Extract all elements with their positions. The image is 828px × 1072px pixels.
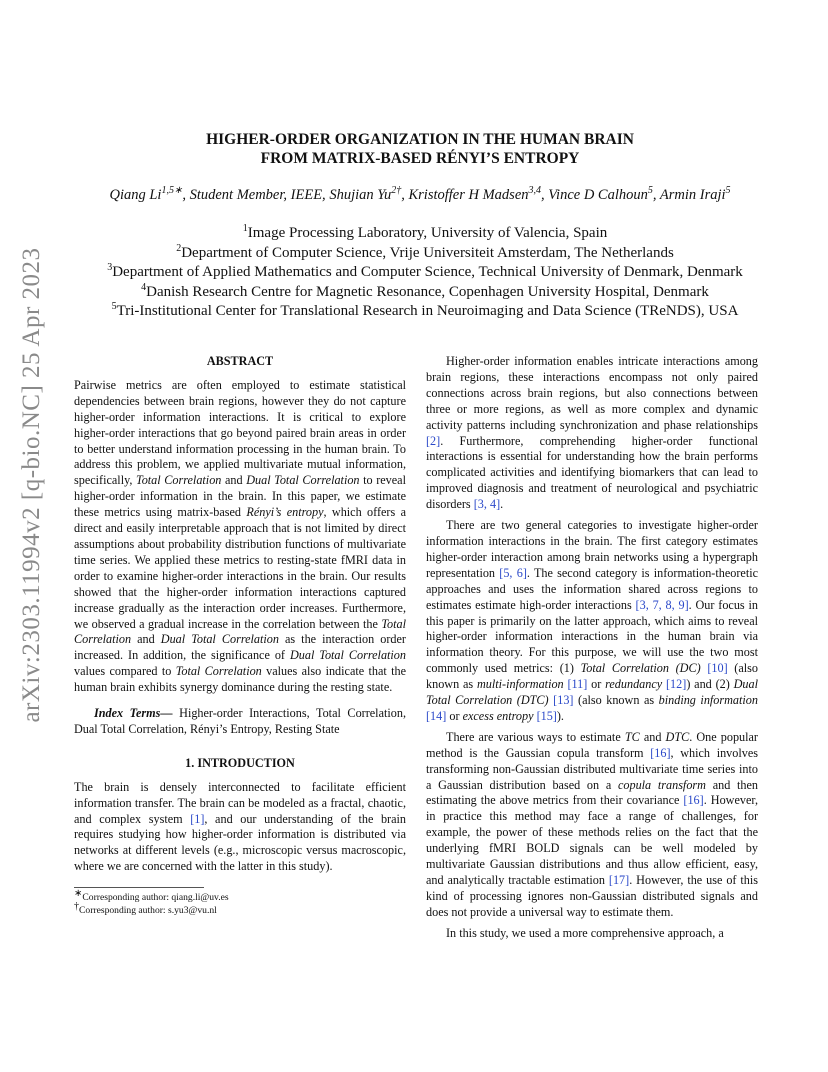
emphasis-text: multi-information [476, 677, 564, 692]
affiliation-text: Department of Computer Science, Vrije Universiteit Amsterdam, The Netherlands [181, 244, 674, 261]
affiliation-sup: 2 [176, 242, 182, 254]
title-line-1: HIGHER-ORDER ORGANIZATION IN THE HUMAN BRAIN [206, 131, 634, 148]
text-run: There are two general categories to investigate higher-order information interactions in the brain. The first category estimates higher-order interaction among brain networks using a hypergraph representation [426, 518, 758, 580]
footnote-text: Corresponding author: s.yu3@vu.nl [79, 904, 217, 916]
emphasis-text: Total Correlation (DC) [580, 661, 701, 676]
abstract-body [74, 378, 406, 696]
citation-link[interactable]: [16] [650, 745, 671, 760]
citation-link[interactable]: [12] [666, 677, 687, 692]
text-run: Pairwise metrics are often employed to estimate statistical dependencies between brain regions, however they do not capture higher-order information interactions. It is critical to explore higher-order interactions that go beyond paired brain areas in order to better understand information processing in the human brain. To address this problem, we applied multivariate mutual information, specifically, [74, 377, 406, 488]
text-run: In this study, we used a more comprehensive approach, a [446, 925, 724, 940]
text-run: (also known as [426, 661, 758, 692]
text-run: values compared to [74, 664, 176, 679]
emphasis-text: Total Correlation [136, 473, 222, 488]
emphasis-text: copula transform [617, 777, 706, 792]
text-run: ) and (2) [686, 677, 734, 692]
emphasis-text: Dual Total Correlation [246, 473, 360, 488]
text-run: , and our understanding of the brain requires studying how higher-order information is distributed via networks at different levels (e.g., microscopic versus macroscopic, where we are concerned with the latter in this study). [74, 811, 406, 874]
author-suffix: , Student Member, IEEE, [182, 187, 330, 203]
text-run: . The second category is information-theoretic approaches and uses the information shared across regions to estimates estimate high-order interactions [426, 565, 758, 612]
author-affil-sup: 1,5∗ [161, 185, 183, 197]
text-run: to reveal higher-order information in the brain. In this paper, we estimate these metrics using matrix-based [74, 473, 406, 520]
author-list [60, 187, 780, 204]
emphasis-text: redundancy [605, 677, 663, 692]
citation-link[interactable]: [10] [707, 661, 728, 676]
right-column [426, 354, 758, 942]
text-run: or [446, 708, 463, 723]
emphasis-text: Total Correlation [175, 664, 262, 679]
affiliation [60, 244, 790, 264]
emphasis-text: TC [624, 729, 640, 744]
citation-link[interactable]: [3, 4] [473, 497, 501, 512]
author-name: Kristoffer H Madsen [408, 187, 529, 203]
text-run: and then estimating the above metrics from their covariance [426, 777, 758, 808]
affiliation-text: Danish Research Centre for Magnetic Resonance, Copenhagen University Hospital, Denmark [146, 283, 709, 300]
affiliation-text: Tri-Institutional Center for Translational Research in Neuroimaging and Data Science (TReNDS), USA [116, 303, 739, 319]
text-run: and [221, 473, 247, 488]
author-suffix: , [541, 187, 549, 203]
arxiv-sidebar-stamp [12, 247, 52, 723]
citation-link[interactable]: [11] [567, 677, 588, 692]
author-name: Shujian Yu [329, 187, 392, 203]
text-run: and [639, 729, 666, 744]
title-line-2: FROM MATRIX-BASED RÉNYI’S ENTROPY [260, 150, 580, 167]
affiliation-sup: 5 [111, 301, 117, 312]
text-run: as the interaction order increased. In addition, the significance of [74, 632, 406, 663]
footnote-mark: ∗ [74, 888, 83, 899]
emphasis-text: Rényi’s entropy [246, 505, 324, 520]
footnote [74, 888, 406, 905]
paragraph-categories [426, 518, 758, 725]
author-name: Armin Iraji [659, 187, 726, 203]
affiliation [60, 302, 790, 322]
text-run: . Furthermore, comprehending higher-order functional interactions is essential for understanding how the brain performs complicated activities and identifying biomarkers that can lead to improved diagnosis and treatment of neurological and psychiatric disorders [426, 433, 758, 512]
text-run: . Our focus in this paper is primarily on the latter approach, which aims to reveal higher-order information interactions in the human brain via information theory. For this purpose, we will use the two most commonly used metrics: (1) [426, 597, 758, 676]
author-name: Qiang Li [109, 187, 162, 203]
author-name: Vince D Calhoun [548, 187, 648, 203]
text-run: . One popular method is the Gaussian copula transform [426, 729, 758, 760]
text-run: ). [556, 708, 564, 723]
left-column [74, 354, 406, 917]
citation-link[interactable]: [17] [608, 873, 630, 887]
index-terms-label: Index Terms— [94, 706, 173, 721]
affiliation [60, 263, 790, 283]
emphasis-text: Dual Total Correlation [289, 648, 406, 663]
introduction-heading: 1. INTRODUCTION [185, 755, 295, 770]
text-run: The brain is densely interconnected to facilitate efficient information transfer. The brain can be modeled as a fractal, chaotic, and complex system [74, 779, 406, 826]
affiliation-text: Image Processing Laboratory, University of Valencia, Spain [247, 225, 608, 241]
emphasis-text: DTC [665, 729, 690, 744]
text-run: Higher-order information enables intricate interactions among brain regions, these interactions encompass not only paired connections across brain regions, but also connections between three or more regions, as well as more complex and dynamic activity patterns including synchronization and phase relationships [426, 354, 758, 432]
author-affil-sup: 5 [725, 185, 731, 197]
text-run: There are various ways to estimate [446, 729, 625, 744]
citation-link[interactable]: [15] [536, 708, 557, 723]
emphasis-text: excess entropy [462, 708, 534, 723]
index-terms-text: Higher-order Interactions, Total Correlation, Dual Total Correlation, Rényi’s Entropy, Resting State [74, 706, 406, 736]
emphasis-text: Total Correlation [74, 616, 406, 647]
citation-link[interactable]: [14] [426, 708, 447, 723]
text-run: . [500, 497, 504, 512]
footnote [74, 900, 406, 918]
footnote-text: Corresponding author: qiang.li@uv.es [82, 892, 229, 904]
affiliation-text: Department of Applied Mathematics and Computer Science, Technical University of Denmark, Denmark [112, 264, 743, 280]
affiliation [60, 283, 790, 303]
author-affil-sup: 2† [391, 185, 402, 197]
author-suffix: , [652, 187, 660, 203]
text-run: and [131, 632, 161, 647]
emphasis-text: Dual Total Correlation [160, 632, 279, 647]
text-run: , which offers a direct and easily interpretable approach that is not limited by direct assumptions about probability distribution functions of multivariate time series. We applied these metrics to resting-state fMRI data in order to examine higher-order interactions in the brain. Our results showed that the higher-order information interactions captured increase gradually as the interaction order increases. Furthermore, we observed a gradual increase in the correlation between the [74, 505, 406, 631]
affiliation-list [60, 224, 790, 322]
citation-link[interactable]: [16] [683, 793, 704, 808]
citation-link[interactable]: [3, 7, 8, 9] [635, 597, 689, 612]
abstract-heading: ABSTRACT [206, 354, 274, 368]
affiliation-sup: 3 [107, 262, 113, 273]
affiliation [60, 224, 790, 244]
emphasis-text: binding information [658, 693, 758, 708]
author-affil-sup: 5 [647, 185, 653, 197]
arxiv-identifier: arXiv:2303.11994v2 [q-bio.NC] 25 Apr 2023 [18, 247, 45, 723]
paragraph-this-study [426, 926, 758, 942]
citation-link[interactable]: [13] [553, 693, 574, 708]
introduction-body [74, 780, 406, 875]
author-suffix: , [401, 187, 409, 203]
citation-link[interactable]: [5, 6] [499, 565, 527, 580]
text-run: , which involves transforming non-Gaussian distributed multivariate time series into a Gaussian distribution based on a [426, 745, 759, 792]
citation-link[interactable]: [1] [190, 811, 205, 826]
text-run: (also known as [573, 693, 659, 708]
text-run: values also indicate that the human brain exhibits synergy dominance during the resting state. [74, 664, 406, 695]
text-run: . However, the use of this kind of processing ignores non-Gaussian distributed signals and does not provide a universal way to estimate them. [426, 873, 759, 919]
author-affil-sup: 3,4 [528, 185, 542, 197]
affiliation-sup: 4 [141, 281, 147, 293]
affiliation-sup: 1 [242, 223, 248, 234]
index-terms [74, 706, 406, 738]
paragraph-higher-order-info [426, 354, 758, 513]
paper-title [110, 130, 730, 168]
text-run: or [587, 677, 606, 692]
footnote-divider [74, 887, 204, 888]
footnote-mark: † [74, 900, 79, 912]
paragraph-estimation [426, 730, 758, 921]
text-run: . However, in practice this method may face a range of challenges, for example, the power of these methods relies on the fact that the underlying fMRI BOLD signals can be well modeled by multivariate Gaussian distributions and thus allow efficient, easy, and analytically tractable estimation [426, 793, 758, 887]
citation-link[interactable]: [2] [426, 433, 441, 448]
emphasis-text: Dual Total Correlation (DTC) [426, 677, 758, 708]
